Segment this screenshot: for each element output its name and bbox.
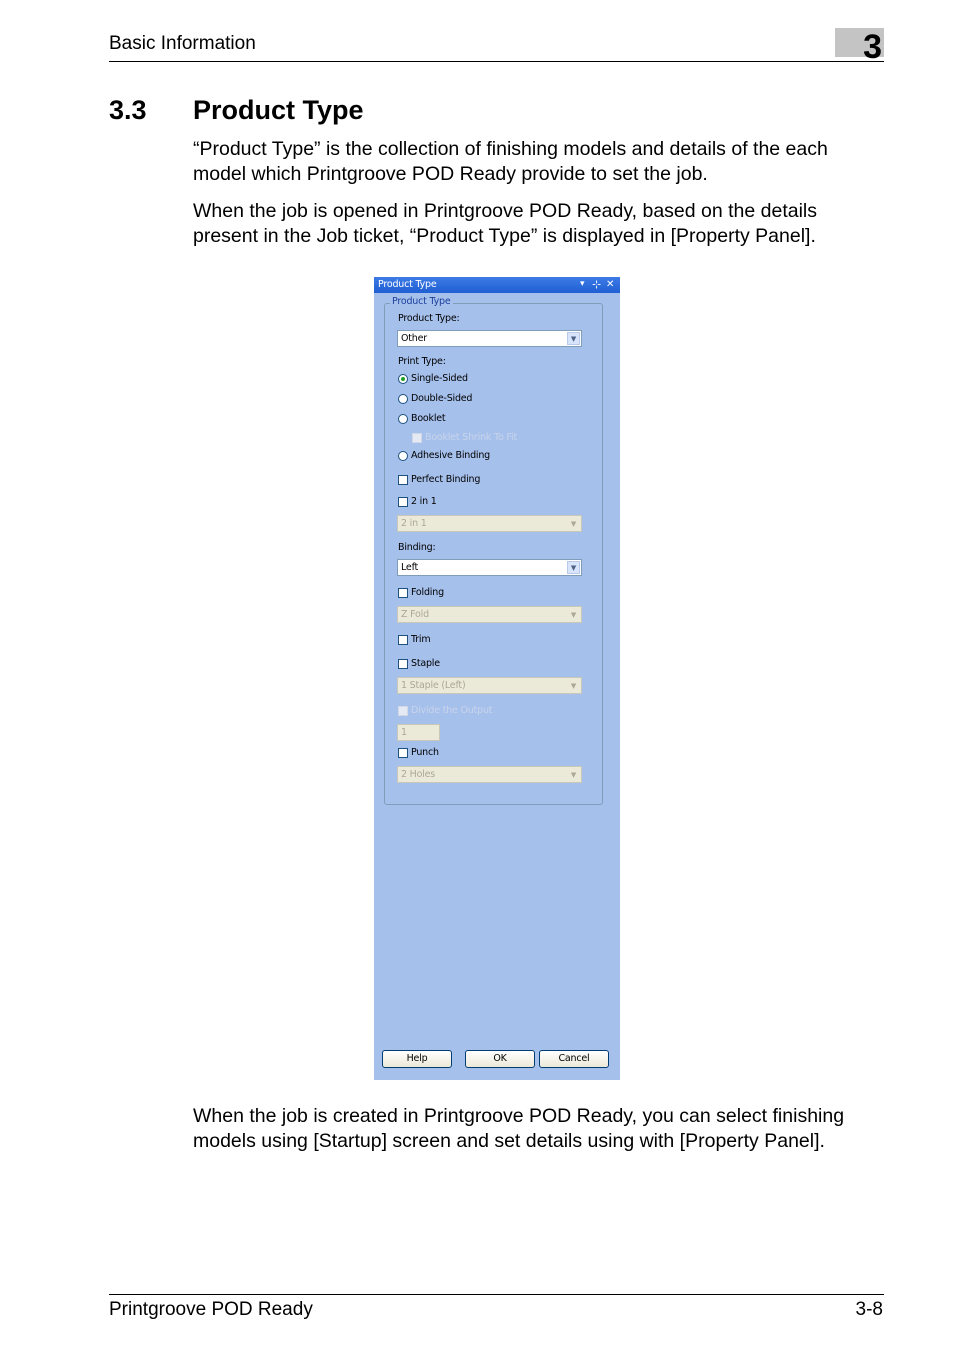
folding-value: Z Fold [401,609,429,620]
booklet-shrink-checkbox[interactable] [412,433,422,443]
staple-select[interactable] [397,677,582,694]
created-job-paragraph: When the job is created in Printgroove POD Ready, you can select finishing models using [Startup] screen and set details using with [Property Panel]. [193,1105,845,1152]
staple-label: Staple [411,658,440,669]
binding-label: Binding: [398,542,436,553]
divide-output-value: 1 [401,727,407,738]
two-in-one-value: 2 in 1 [401,518,427,529]
chevron-down-icon: ▼ [567,517,580,530]
trim-checkbox[interactable] [398,635,408,645]
chapter-number: 3 [863,28,882,66]
two-in-one-select[interactable] [397,515,582,532]
chevron-down-icon: ▼ [567,561,580,574]
binding-value: Left [401,562,419,573]
single-sided-label: Single-Sided [411,373,468,384]
divide-output-checkbox[interactable] [398,706,408,716]
close-icon[interactable]: ✕ [606,279,615,290]
booklet-shrink-label: Booklet Shrink To Fit [425,432,517,443]
ok-button[interactable]: OK [465,1050,535,1068]
group-legend: Product Type [392,296,451,307]
punch-checkbox[interactable] [398,748,408,758]
product-type-panel [374,277,620,1080]
opened-job-paragraph: When the job is opened in Printgroove POD Ready, based on the details present in the Job ticket, “Product Type” is displayed in [Property Panel]. [193,200,818,247]
staple-value: 1 Staple (Left) [401,680,466,691]
footer-product-name: Printgroove POD Ready [109,1299,313,1320]
product-type-value: Other [401,333,427,344]
two-in-one-label: 2 in 1 [411,496,437,507]
perfect-binding-checkbox[interactable] [398,475,408,485]
panel-title: Product Type [378,279,437,290]
divide-output-label: Divide the Output [411,705,493,716]
section-title: Product Type [193,95,364,125]
chevron-down-icon: ▼ [567,332,580,345]
double-sided-label: Double-Sided [411,393,473,404]
punch-value: 2 Holes [401,769,436,780]
chevron-down-icon: ▼ [567,679,580,692]
pin-icon[interactable]: ⊹ [592,278,602,291]
staple-checkbox[interactable] [398,659,408,669]
radio-selected-dot [401,377,405,381]
adhesive-binding-radio[interactable] [398,451,408,461]
binding-select[interactable] [397,559,582,576]
cancel-button[interactable]: Cancel [539,1050,609,1068]
print-type-label: Print Type: [398,356,446,367]
running-header: Basic Information [109,33,256,54]
chevron-down-icon: ▼ [567,608,580,621]
punch-select[interactable] [397,766,582,783]
product-type-select[interactable] [397,330,582,347]
trim-label: Trim [411,634,431,645]
folding-select[interactable] [397,606,582,623]
header-rule [109,61,884,62]
divide-output-count[interactable] [397,724,440,741]
perfect-binding-label: Perfect Binding [411,474,481,485]
folding-label: Folding [411,587,444,598]
chevron-down-icon: ▼ [567,768,580,781]
intro-paragraph: “Product Type” is the collection of finishing models and details of the each model which Printgroove POD Ready provide to set the job. [193,138,828,185]
help-button[interactable]: Help [382,1050,452,1068]
product-type-label: Product Type: [398,313,460,324]
page-number: 3-8 [855,1299,883,1320]
booklet-label: Booklet [411,413,446,424]
double-sided-radio[interactable] [398,394,408,404]
panel-menu-dropdown-icon[interactable]: ▾ [580,279,585,289]
folding-checkbox[interactable] [398,588,408,598]
footer-rule [109,1294,884,1295]
two-in-one-checkbox[interactable] [398,497,408,507]
punch-label: Punch [411,747,439,758]
section-number: 3.3 [109,95,147,125]
panel-titlebar [374,277,620,293]
single-sided-radio[interactable] [398,374,408,384]
booklet-radio[interactable] [398,414,408,424]
adhesive-binding-label: Adhesive Binding [411,450,491,461]
